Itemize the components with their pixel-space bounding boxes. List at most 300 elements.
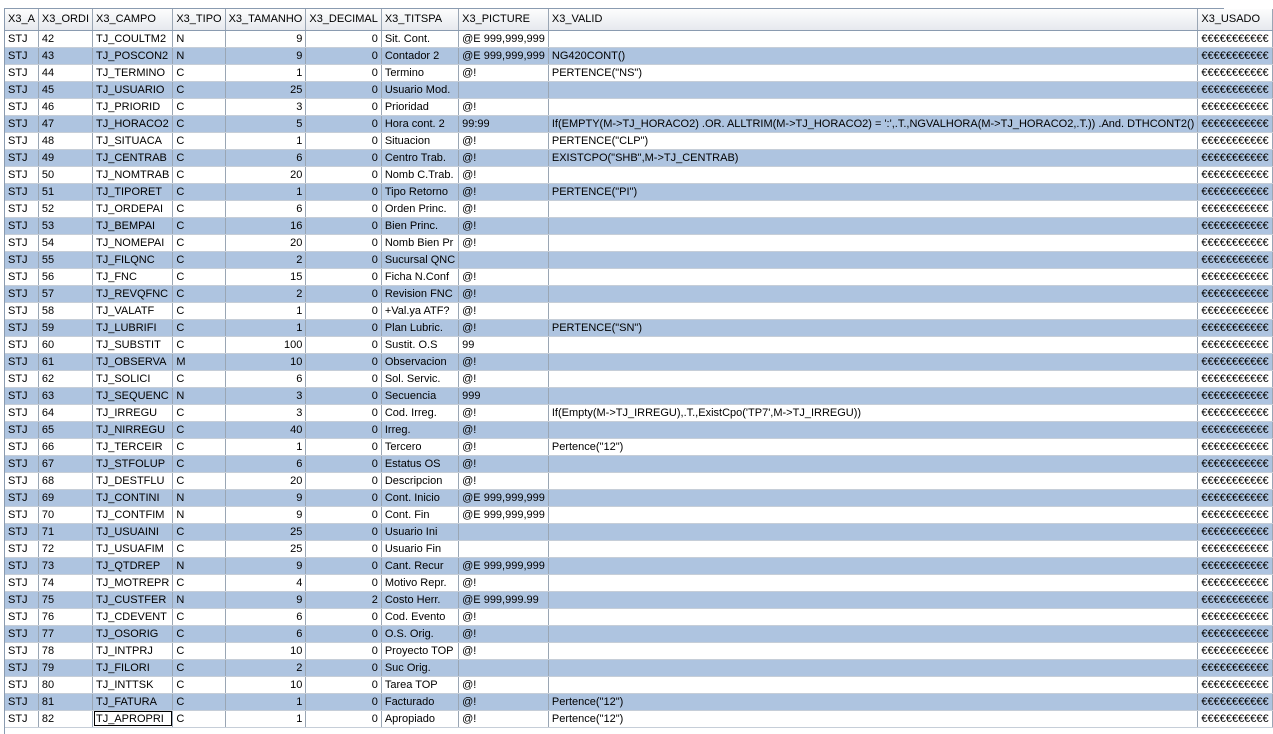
cell-usado[interactable]: €€€€€€€€€€€ (1198, 268, 1272, 285)
cell-arquivo[interactable]: STJ (5, 421, 38, 438)
cell-decimal[interactable]: 0 (306, 625, 381, 642)
cell-titspa[interactable]: Apropiado (381, 710, 458, 727)
column-header-x3-titspa[interactable]: X3_TITSPA (381, 9, 458, 30)
table-row[interactable] (5, 455, 1272, 472)
cell-ordem[interactable]: 80 (38, 676, 92, 693)
cell-arquivo[interactable]: STJ (5, 30, 38, 47)
cell-titspa[interactable]: Observacion (381, 353, 458, 370)
cell-usado[interactable]: €€€€€€€€€€€ (1198, 693, 1272, 710)
cell-campo[interactable]: TJ_SITUACA (93, 132, 173, 149)
cell-tamanho[interactable]: 20 (225, 234, 306, 251)
cell-tamanho[interactable]: 6 (225, 370, 306, 387)
cell-campo[interactable]: TJ_OSORIG (93, 625, 173, 642)
cell-titspa[interactable]: Orden Princ. (381, 200, 458, 217)
cell-tipo[interactable]: C (173, 268, 225, 285)
cell-ordem[interactable]: 50 (38, 166, 92, 183)
cell-titspa[interactable]: Facturado (381, 693, 458, 710)
cell-tamanho[interactable]: 25 (225, 523, 306, 540)
cell-ordem[interactable]: 74 (38, 574, 92, 591)
cell-tamanho[interactable]: 2 (225, 285, 306, 302)
cell-tamanho[interactable]: 6 (225, 149, 306, 166)
cell-picture[interactable]: @! (459, 608, 549, 625)
cell-valid[interactable] (548, 523, 1197, 540)
cell-valid[interactable]: PERTENCE("NS") (548, 64, 1197, 81)
cell-campo[interactable]: TJ_USUARIO (93, 81, 173, 98)
cell-usado[interactable]: €€€€€€€€€€€ (1198, 625, 1272, 642)
cell-picture[interactable]: @! (459, 200, 549, 217)
cell-tipo[interactable]: C (173, 472, 225, 489)
cell-tamanho[interactable]: 15 (225, 268, 306, 285)
table-row[interactable] (5, 404, 1272, 421)
cell-arquivo[interactable]: STJ (5, 64, 38, 81)
cell-picture[interactable] (459, 523, 549, 540)
column-header-x3-tipo[interactable]: X3_TIPO (173, 9, 225, 30)
cell-decimal[interactable]: 0 (306, 659, 381, 676)
cell-usado[interactable]: €€€€€€€€€€€ (1198, 115, 1272, 132)
cell-picture[interactable]: @! (459, 268, 549, 285)
cell-tipo[interactable]: C (173, 455, 225, 472)
table-row[interactable] (5, 438, 1272, 455)
cell-decimal[interactable]: 0 (306, 506, 381, 523)
cell-campo[interactable]: TJ_NOMTRAB (93, 166, 173, 183)
cell-campo[interactable]: TJ_SOLICI (93, 370, 173, 387)
cell-campo[interactable]: TJ_IRREGU (93, 404, 173, 421)
cell-tipo[interactable]: C (173, 64, 225, 81)
cell-tamanho[interactable]: 2 (225, 251, 306, 268)
cell-campo[interactable]: TJ_VALATF (93, 302, 173, 319)
cell-picture[interactable]: @! (459, 438, 549, 455)
cell-tamanho[interactable]: 25 (225, 81, 306, 98)
cell-tipo[interactable]: N (173, 591, 225, 608)
cell-decimal[interactable]: 0 (306, 455, 381, 472)
cell-usado[interactable]: €€€€€€€€€€€ (1198, 183, 1272, 200)
cell-tipo[interactable]: C (173, 149, 225, 166)
cell-decimal[interactable]: 0 (306, 132, 381, 149)
cell-valid[interactable] (548, 285, 1197, 302)
cell-campo[interactable]: TJ_FNC (93, 268, 173, 285)
cell-ordem[interactable]: 66 (38, 438, 92, 455)
table-row[interactable] (5, 421, 1272, 438)
cell-titspa[interactable]: Estatus OS (381, 455, 458, 472)
cell-valid[interactable] (548, 336, 1197, 353)
cell-picture[interactable]: @! (459, 693, 549, 710)
cell-tipo[interactable]: N (173, 47, 225, 64)
cell-tipo[interactable]: C (173, 115, 225, 132)
cell-picture[interactable] (459, 81, 549, 98)
cell-arquivo[interactable]: STJ (5, 302, 38, 319)
cell-picture[interactable]: @! (459, 234, 549, 251)
cell-ordem[interactable]: 47 (38, 115, 92, 132)
table-row[interactable] (5, 676, 1272, 693)
cell-picture[interactable]: @! (459, 166, 549, 183)
cell-ordem[interactable]: 63 (38, 387, 92, 404)
cell-valid[interactable] (548, 455, 1197, 472)
cell-valid[interactable]: Pertence("12") (548, 710, 1197, 727)
table-row[interactable] (5, 574, 1272, 591)
cell-tamanho[interactable]: 1 (225, 302, 306, 319)
cell-decimal[interactable]: 0 (306, 319, 381, 336)
cell-usado[interactable]: €€€€€€€€€€€ (1198, 387, 1272, 404)
cell-usado[interactable]: €€€€€€€€€€€ (1198, 659, 1272, 676)
table-row[interactable] (5, 642, 1272, 659)
cell-usado[interactable]: €€€€€€€€€€€ (1198, 523, 1272, 540)
cell-decimal[interactable]: 0 (306, 285, 381, 302)
cell-decimal[interactable]: 0 (306, 693, 381, 710)
cell-usado[interactable]: €€€€€€€€€€€ (1198, 557, 1272, 574)
column-header-x3-tamanho[interactable]: X3_TAMANHO (225, 9, 306, 30)
cell-valid[interactable] (548, 659, 1197, 676)
cell-arquivo[interactable]: STJ (5, 523, 38, 540)
cell-usado[interactable]: €€€€€€€€€€€ (1198, 506, 1272, 523)
cell-valid[interactable] (548, 608, 1197, 625)
cell-ordem[interactable]: 54 (38, 234, 92, 251)
cell-arquivo[interactable]: STJ (5, 693, 38, 710)
cell-picture[interactable]: 99:99 (459, 115, 549, 132)
cell-campo[interactable]: TJ_TIPORET (93, 183, 173, 200)
cell-decimal[interactable]: 0 (306, 642, 381, 659)
cell-ordem[interactable]: 65 (38, 421, 92, 438)
cell-arquivo[interactable]: STJ (5, 132, 38, 149)
cell-picture[interactable] (459, 251, 549, 268)
cell-decimal[interactable]: 0 (306, 387, 381, 404)
cell-picture[interactable]: @E 999,999,999 (459, 489, 549, 506)
cell-titspa[interactable]: Nomb C.Trab. (381, 166, 458, 183)
cell-titspa[interactable]: Contador 2 (381, 47, 458, 64)
cell-campo[interactable]: TJ_CDEVENT (93, 608, 173, 625)
cell-titspa[interactable]: Cod. Irreg. (381, 404, 458, 421)
cell-picture[interactable]: @! (459, 302, 549, 319)
cell-titspa[interactable]: Irreg. (381, 421, 458, 438)
cell-campo[interactable]: TJ_SEQUENC (93, 387, 173, 404)
cell-valid[interactable] (548, 421, 1197, 438)
cell-ordem[interactable]: 77 (38, 625, 92, 642)
cell-campo[interactable]: TJ_NOMEPAI (93, 234, 173, 251)
cell-titspa[interactable]: Tarea TOP (381, 676, 458, 693)
cell-usado[interactable]: €€€€€€€€€€€ (1198, 642, 1272, 659)
cell-tamanho[interactable]: 3 (225, 98, 306, 115)
cell-decimal[interactable]: 0 (306, 98, 381, 115)
cell-picture[interactable]: 99 (459, 336, 549, 353)
cell-ordem[interactable]: 51 (38, 183, 92, 200)
cell-tamanho[interactable]: 9 (225, 489, 306, 506)
table-row[interactable] (5, 336, 1272, 353)
cell-picture[interactable] (459, 540, 549, 557)
cell-valid[interactable] (548, 353, 1197, 370)
cell-ordem[interactable]: 43 (38, 47, 92, 64)
cell-arquivo[interactable]: STJ (5, 98, 38, 115)
cell-ordem[interactable]: 71 (38, 523, 92, 540)
cell-titspa[interactable]: Descripcion (381, 472, 458, 489)
column-header-x3-picture[interactable]: X3_PICTURE (459, 9, 549, 30)
cell-tamanho[interactable]: 1 (225, 693, 306, 710)
cell-tamanho[interactable]: 9 (225, 506, 306, 523)
cell-decimal[interactable]: 0 (306, 370, 381, 387)
cell-tipo[interactable]: N (173, 387, 225, 404)
cell-tipo[interactable]: C (173, 132, 225, 149)
cell-titspa[interactable]: Tipo Retorno (381, 183, 458, 200)
cell-usado[interactable]: €€€€€€€€€€€ (1198, 149, 1272, 166)
cell-titspa[interactable]: Cant. Recur (381, 557, 458, 574)
cell-usado[interactable]: €€€€€€€€€€€ (1198, 132, 1272, 149)
cell-usado[interactable]: €€€€€€€€€€€ (1198, 285, 1272, 302)
cell-decimal[interactable]: 0 (306, 608, 381, 625)
cell-titspa[interactable]: Prioridad (381, 98, 458, 115)
cell-picture[interactable]: @E 999,999,999 (459, 47, 549, 64)
table-row[interactable] (5, 149, 1272, 166)
cell-titspa[interactable]: Ficha N.Conf (381, 268, 458, 285)
cell-campo[interactable]: TJ_HORACO2 (93, 115, 173, 132)
cell-decimal[interactable]: 0 (306, 115, 381, 132)
cell-picture[interactable]: @! (459, 285, 549, 302)
cell-titspa[interactable]: Cont. Inicio (381, 489, 458, 506)
column-header-x3-usado[interactable]: X3_USADO (1198, 9, 1272, 30)
cell-ordem[interactable]: 49 (38, 149, 92, 166)
cell-valid[interactable] (548, 387, 1197, 404)
cell-usado[interactable]: €€€€€€€€€€€ (1198, 489, 1272, 506)
cell-ordem[interactable]: 56 (38, 268, 92, 285)
table-row[interactable] (5, 302, 1272, 319)
cell-titspa[interactable]: Plan Lubric. (381, 319, 458, 336)
cell-usado[interactable]: €€€€€€€€€€€ (1198, 540, 1272, 557)
cell-titspa[interactable]: Nomb Bien Pr (381, 234, 458, 251)
cell-tamanho[interactable]: 1 (225, 132, 306, 149)
cell-decimal[interactable]: 0 (306, 710, 381, 727)
cell-tipo[interactable]: C (173, 183, 225, 200)
cell-usado[interactable]: €€€€€€€€€€€ (1198, 608, 1272, 625)
cell-valid[interactable]: PERTENCE("PI") (548, 183, 1197, 200)
cell-valid[interactable]: NG420CONT() (548, 47, 1197, 64)
cell-ordem[interactable]: 81 (38, 693, 92, 710)
cell-ordem[interactable]: 52 (38, 200, 92, 217)
cell-picture[interactable]: @! (459, 353, 549, 370)
column-header-x3-arquivo[interactable]: X3_A (5, 9, 38, 30)
cell-arquivo[interactable]: STJ (5, 506, 38, 523)
cell-titspa[interactable]: Tercero (381, 438, 458, 455)
cell-ordem[interactable]: 68 (38, 472, 92, 489)
cell-arquivo[interactable]: STJ (5, 370, 38, 387)
cell-campo[interactable]: TJ_FILORI (93, 659, 173, 676)
cell-arquivo[interactable]: STJ (5, 404, 38, 421)
cell-tamanho[interactable]: 3 (225, 387, 306, 404)
cell-valid[interactable]: EXISTCPO("SHB",M->TJ_CENTRAB) (548, 149, 1197, 166)
cell-tipo[interactable]: C (173, 200, 225, 217)
cell-arquivo[interactable]: STJ (5, 217, 38, 234)
cell-valid[interactable] (548, 30, 1197, 47)
cell-tipo[interactable]: C (173, 98, 225, 115)
cell-ordem[interactable]: 55 (38, 251, 92, 268)
cell-usado[interactable]: €€€€€€€€€€€ (1198, 319, 1272, 336)
cell-usado[interactable]: €€€€€€€€€€€ (1198, 710, 1272, 727)
cell-titspa[interactable]: Sucursal QNC (381, 251, 458, 268)
cell-titspa[interactable]: +Val.ya ATF? (381, 302, 458, 319)
cell-titspa[interactable]: Proyecto TOP (381, 642, 458, 659)
column-header-x3-ordem[interactable]: X3_ORDI (38, 9, 92, 30)
cell-tipo[interactable]: N (173, 557, 225, 574)
table-row[interactable] (5, 625, 1272, 642)
cell-ordem[interactable]: 59 (38, 319, 92, 336)
cell-campo[interactable]: TJ_INTTSK (93, 676, 173, 693)
cell-tamanho[interactable]: 25 (225, 540, 306, 557)
cell-campo[interactable]: TJ_CONTFIM (93, 506, 173, 523)
cell-titspa[interactable]: Suc Orig. (381, 659, 458, 676)
cell-decimal[interactable]: 0 (306, 676, 381, 693)
cell-campo[interactable]: TJ_SUBSTIT (93, 336, 173, 353)
cell-arquivo[interactable]: STJ (5, 47, 38, 64)
cell-valid[interactable] (548, 98, 1197, 115)
cell-arquivo[interactable]: STJ (5, 472, 38, 489)
cell-arquivo[interactable]: STJ (5, 81, 38, 98)
cell-picture[interactable]: @! (459, 370, 549, 387)
cell-tamanho[interactable]: 9 (225, 557, 306, 574)
cell-picture[interactable]: @! (459, 98, 549, 115)
cell-tipo[interactable]: N (173, 489, 225, 506)
cell-tamanho[interactable]: 6 (225, 200, 306, 217)
cell-campo[interactable]: TJ_NIRREGU (93, 421, 173, 438)
table-row[interactable] (5, 166, 1272, 183)
cell-picture[interactable]: @! (459, 625, 549, 642)
cell-decimal[interactable]: 2 (306, 591, 381, 608)
table-row[interactable] (5, 506, 1272, 523)
cell-usado[interactable]: €€€€€€€€€€€ (1198, 421, 1272, 438)
cell-decimal[interactable]: 0 (306, 438, 381, 455)
cell-usado[interactable]: €€€€€€€€€€€ (1198, 47, 1272, 64)
cell-titspa[interactable]: Usuario Mod. (381, 81, 458, 98)
cell-arquivo[interactable]: STJ (5, 251, 38, 268)
cell-campo[interactable]: TJ_TERCEIR (93, 438, 173, 455)
cell-valid[interactable] (548, 302, 1197, 319)
cell-titspa[interactable]: Costo Herr. (381, 591, 458, 608)
column-header-x3-campo[interactable]: X3_CAMPO (93, 9, 173, 30)
cell-titspa[interactable]: Revision FNC (381, 285, 458, 302)
cell-ordem[interactable]: 46 (38, 98, 92, 115)
cell-valid[interactable] (548, 557, 1197, 574)
cell-tamanho[interactable]: 10 (225, 353, 306, 370)
cell-decimal[interactable]: 0 (306, 30, 381, 47)
cell-tamanho[interactable]: 1 (225, 183, 306, 200)
cell-campo[interactable]: TJ_ORDEPAI (93, 200, 173, 217)
cell-valid[interactable] (548, 200, 1197, 217)
cell-titspa[interactable]: Secuencia (381, 387, 458, 404)
cell-arquivo[interactable]: STJ (5, 608, 38, 625)
cell-decimal[interactable]: 0 (306, 472, 381, 489)
cell-ordem[interactable]: 57 (38, 285, 92, 302)
cell-arquivo[interactable]: STJ (5, 625, 38, 642)
cell-tipo[interactable]: C (173, 608, 225, 625)
cell-tipo[interactable]: C (173, 302, 225, 319)
cell-decimal[interactable]: 0 (306, 183, 381, 200)
cell-tamanho[interactable]: 1 (225, 319, 306, 336)
cell-valid[interactable] (548, 81, 1197, 98)
cell-campo[interactable]: TJ_POSCON2 (93, 47, 173, 64)
data-grid[interactable] (4, 8, 1269, 734)
cell-picture[interactable]: @! (459, 421, 549, 438)
table-row[interactable] (5, 115, 1272, 132)
cell-valid[interactable] (548, 625, 1197, 642)
cell-ordem[interactable]: 75 (38, 591, 92, 608)
table-row[interactable] (5, 47, 1272, 64)
cell-valid[interactable] (548, 370, 1197, 387)
cell-tamanho[interactable]: 4 (225, 574, 306, 591)
cell-arquivo[interactable]: STJ (5, 710, 38, 727)
cell-arquivo[interactable]: STJ (5, 387, 38, 404)
cell-titspa[interactable]: Sustit. O.S (381, 336, 458, 353)
cell-decimal[interactable]: 0 (306, 268, 381, 285)
cell-usado[interactable]: €€€€€€€€€€€ (1198, 234, 1272, 251)
column-header-x3-decimal[interactable]: X3_DECIMAL (306, 9, 381, 30)
cell-usado[interactable]: €€€€€€€€€€€ (1198, 370, 1272, 387)
cell-arquivo[interactable]: STJ (5, 489, 38, 506)
cell-valid[interactable] (548, 676, 1197, 693)
cell-tipo[interactable]: C (173, 574, 225, 591)
cell-decimal[interactable]: 0 (306, 353, 381, 370)
cell-decimal[interactable]: 0 (306, 574, 381, 591)
cell-arquivo[interactable]: STJ (5, 574, 38, 591)
cell-usado[interactable]: €€€€€€€€€€€ (1198, 438, 1272, 455)
cell-tipo[interactable]: C (173, 217, 225, 234)
cell-tamanho[interactable]: 16 (225, 217, 306, 234)
cell-tamanho[interactable]: 6 (225, 625, 306, 642)
cell-campo[interactable]: TJ_CENTRAB (93, 149, 173, 166)
cell-valid[interactable] (548, 506, 1197, 523)
cell-tamanho[interactable]: 9 (225, 591, 306, 608)
cell-ordem[interactable]: 45 (38, 81, 92, 98)
cell-decimal[interactable]: 0 (306, 557, 381, 574)
cell-tamanho[interactable]: 3 (225, 404, 306, 421)
cell-titspa[interactable]: Cont. Fin (381, 506, 458, 523)
cell-titspa[interactable]: Sol. Servic. (381, 370, 458, 387)
cell-titspa[interactable]: Termino (381, 64, 458, 81)
cell-ordem[interactable]: 78 (38, 642, 92, 659)
cell-decimal[interactable]: 0 (306, 149, 381, 166)
cell-usado[interactable]: €€€€€€€€€€€ (1198, 336, 1272, 353)
cell-tamanho[interactable]: 1 (225, 64, 306, 81)
cell-arquivo[interactable]: STJ (5, 149, 38, 166)
cell-titspa[interactable]: Motivo Repr. (381, 574, 458, 591)
cell-valid[interactable] (548, 642, 1197, 659)
table-row[interactable] (5, 693, 1272, 710)
cell-ordem[interactable]: 64 (38, 404, 92, 421)
cell-usado[interactable]: €€€€€€€€€€€ (1198, 676, 1272, 693)
cell-picture[interactable]: @! (459, 676, 549, 693)
cell-campo[interactable]: TJ_DESTFLU (93, 472, 173, 489)
cell-arquivo[interactable]: STJ (5, 455, 38, 472)
cell-picture[interactable]: @E 999,999,999 (459, 30, 549, 47)
cell-valid[interactable]: Pertence("12") (548, 438, 1197, 455)
cell-decimal[interactable]: 0 (306, 421, 381, 438)
cell-tamanho[interactable]: 40 (225, 421, 306, 438)
table-row[interactable] (5, 710, 1272, 727)
cell-arquivo[interactable]: STJ (5, 166, 38, 183)
table-row[interactable] (5, 370, 1272, 387)
cell-tipo[interactable]: C (173, 523, 225, 540)
table-row[interactable] (5, 608, 1272, 625)
cell-decimal[interactable]: 0 (306, 404, 381, 421)
cell-tamanho[interactable]: 5 (225, 115, 306, 132)
cell-campo[interactable]: TJ_USUAFIM (93, 540, 173, 557)
cell-ordem[interactable]: 72 (38, 540, 92, 557)
cell-campo[interactable]: TJ_OBSERVA (93, 353, 173, 370)
cell-titspa[interactable]: Usuario Ini (381, 523, 458, 540)
cell-picture[interactable]: @! (459, 642, 549, 659)
cell-tipo[interactable]: N (173, 30, 225, 47)
cell-arquivo[interactable]: STJ (5, 540, 38, 557)
cell-arquivo[interactable]: STJ (5, 268, 38, 285)
cell-arquivo[interactable]: STJ (5, 336, 38, 353)
table-row[interactable] (5, 472, 1272, 489)
cell-valid[interactable] (548, 234, 1197, 251)
cell-decimal[interactable]: 0 (306, 336, 381, 353)
cell-valid[interactable]: PERTENCE("CLP") (548, 132, 1197, 149)
